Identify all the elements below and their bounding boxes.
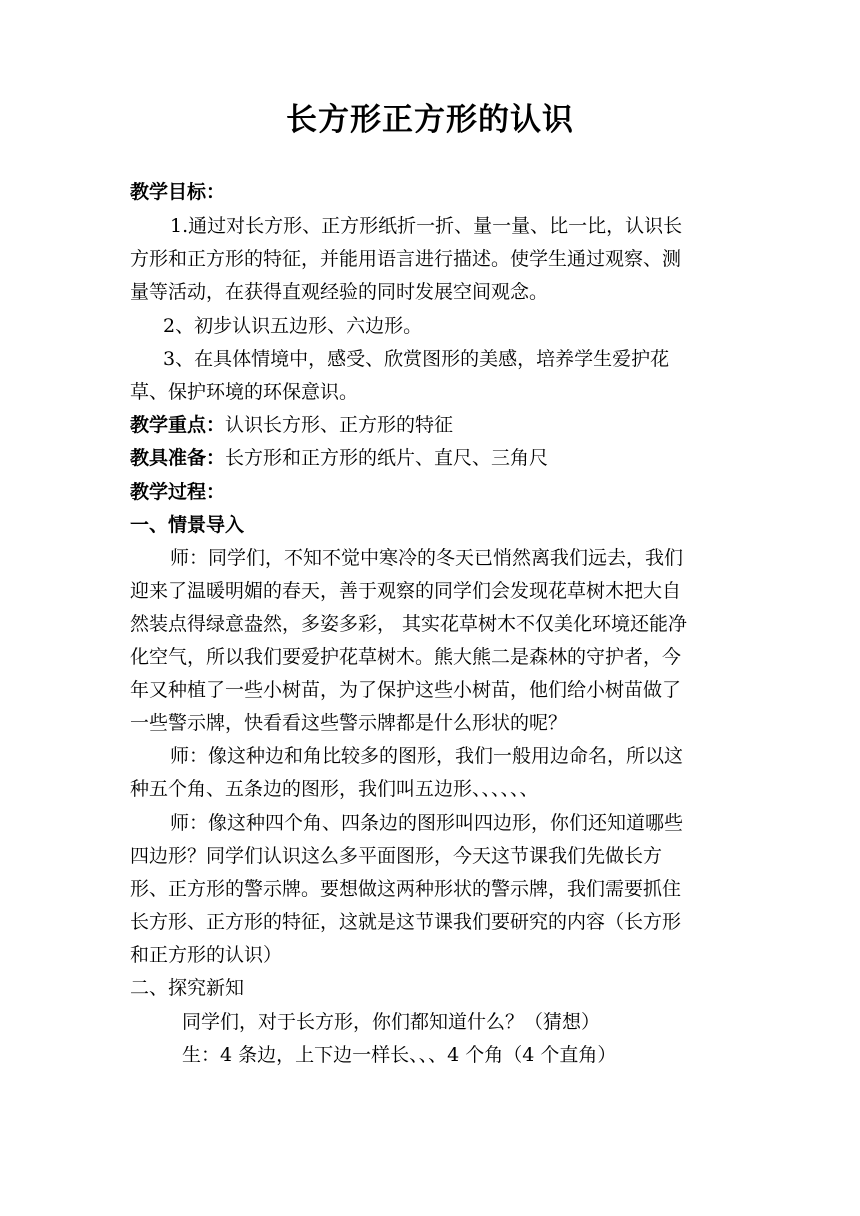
paragraph-line [182,1038,782,1072]
materials-label: 教具准备： [130,447,226,469]
heading-label: 教学过程： [130,481,226,503]
line-text: 然装点得绿意盎然，多姿多彩， 其实花草树木不仅美化环境还能净 [130,613,688,635]
line-text: 量等活动，在获得直观经验的同时发展空间观念。 [130,281,549,303]
paragraph-line [130,574,730,608]
section-heading-objectives [130,175,730,209]
key-point-text: 认识长方形、正方形的特征 [225,414,454,436]
key-point-line [130,408,730,442]
line-text: 化空气，所以我们要爱护花草树木。熊大熊二是森林的守护者，今 [130,646,682,668]
line-text: 生：4 条边，上下边一样长、、、4 个角（4 个直角） [182,1044,617,1066]
heading-label: 一、情景导入 [130,514,245,536]
paragraph-line [130,706,730,740]
materials-text: 长方形和正方形的纸片、直尺、三角尺 [225,447,549,469]
line-text: 草、保护环境的环保意识。 [130,381,359,403]
line-text: 长方形、正方形的特征，这就是这节课我们要研究的内容（长方形 [130,911,682,933]
paragraph-line [130,772,730,806]
line-text: 一些警示牌，快看看这些警示牌都是什么形状的呢？ [130,712,568,734]
paragraph-line [182,1005,782,1039]
line-text: 师：像这种四个角、四条边的图形叫四边形，你们还知道哪些 [170,812,684,834]
paragraph-line [163,342,763,376]
line-text: 师：同学们，不知不觉中寒冷的冬天已悄然离我们远去，我们 [170,547,684,569]
paragraph-line [170,541,770,575]
paragraph-line [130,242,730,276]
line-text: 种五个角、五条边的图形，我们叫五边形、、、、、、 [130,778,539,800]
paragraph-line [130,607,730,641]
paragraph-line [170,739,770,773]
paragraph-line [130,839,730,873]
line-text: 方形和正方形的特征，并能用语言进行描述。使学生通过观察、测 [130,248,682,270]
line-text: 形、正方形的警示牌。要想做这两种形状的警示牌，我们需要抓住 [130,878,682,900]
section-heading-explore [130,971,730,1005]
line-text: 迎来了温暖明媚的春天，善于观察的同学们会发现花草树木把大自 [130,580,682,602]
paragraph-line [130,640,730,674]
paragraph-line [130,872,730,906]
line-text: 3、在具体情境中，感受、欣赏图形的美感，培养学生爱护花 [163,348,670,370]
paragraph-line [130,905,730,939]
line-text: 四边形？同学们认识这么多平面图形，今天这节课我们先做长方 [130,845,663,867]
line-text: 师：像这种边和角比较多的图形，我们一般用边命名，所以这 [170,745,684,767]
paragraph-line [130,375,730,409]
document-title: 长方形正方形的认识 [286,102,574,138]
paragraph-line [170,806,770,840]
line-text: 年又种植了一些小树苗，为了保护这些小树苗，他们给小树苗做了 [130,679,682,701]
paragraph-line [130,938,730,972]
key-point-label: 教学重点： [130,414,226,436]
section-heading-intro [130,508,730,542]
heading-label: 教学目标： [130,181,226,203]
line-text: 和正方形的认识） [130,944,283,966]
line-text: 二、探究新知 [130,977,245,999]
paragraph-line [163,309,763,343]
paragraph-line [130,275,730,309]
materials-line [130,441,730,475]
line-text: 2、初步认识五边形、六边形。 [163,315,423,337]
section-heading-process [130,475,730,509]
line-text: 同学们，对于长方形，你们都知道什么？（猜想） [182,1011,601,1033]
line-text: 1.通过对长方形、正方形纸折一折、量一量、比一比，认识长 [170,215,683,237]
paragraph-line [130,673,730,707]
paragraph-line [170,209,770,243]
